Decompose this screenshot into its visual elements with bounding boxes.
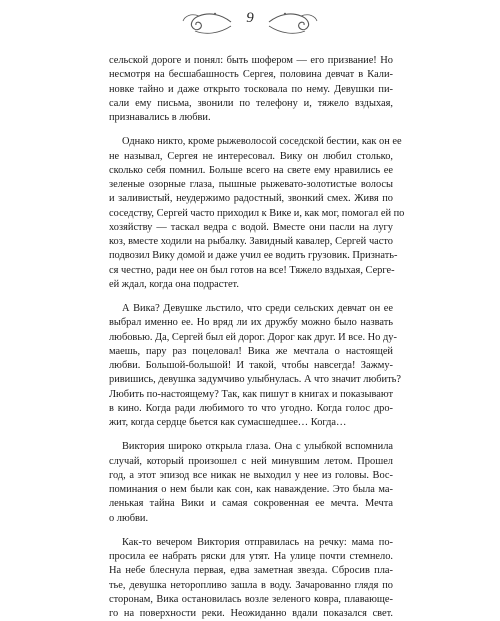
text-line: тье, девушка неторопливо зашла в воду. Зачарованно глядя по [109,579,393,591]
text-line: Как-то вечером Виктория отправилась на речку: мама по- [122,536,393,548]
text-line: просила ее набрать ряски для утят. На улице почти стемнело. [109,551,393,562]
paragraph-5 [109,536,393,621]
text-line: любовью. Да, Сергей был ей дорог. Дорог как друг. И все. Но ду- [109,331,397,343]
text-line: хозяйству — таскал ведра с водой. Вместе они пасли на лугу [109,221,393,233]
text-line: жит, когда сердце бьется как сумасшедшее… Когда… [109,417,347,428]
text-line: ся честно, ради нее он был готов на все! Тяжело вздыхая, Серге- [109,264,395,276]
text-line: о любви. [109,512,149,524]
text-line: сали ему письма, звонили по телефону и, тяжело вздыхая, [109,97,393,109]
text-line: год, а этот эпизод все никак не выходил у нее из головы. Вос- [109,469,393,481]
page-number: 9 [246,10,254,26]
text-line: поминания о нем были как сон, как наваждение. Это была ма- [109,484,393,495]
text-line: ривишись, девушка задумчиво улыбнулась. А что значит любить? [109,374,401,386]
page-header [0,0,500,46]
text-line: А Вика? Девушке льстило, что среди сельских девчат он ее [122,303,393,314]
text-line: несмотря на бесшабашность Сергея, половина девчат в Кали- [109,69,393,81]
text-line: сколько себя помнил. Больше всего на свете ему нравились ее [109,164,393,176]
text-line: На небе блеснула первая, едва заметная звезда. Сбросив пла- [109,565,393,577]
text-line: Любить по-настоящему? Так, как пишут в книгах и показывают [109,388,393,400]
text-line: Однако никто, кроме рыжеволосой соседской бестии, как он ее [122,136,402,148]
text-line: признавались в любви. [109,112,211,123]
text-line: Виктория широко открыла глаза. Она с улыбкой вспомнила [122,441,393,453]
text-line: сторонам, Вика остановилась возле зеленого ковра, плавающе- [109,593,393,605]
body-text [109,54,405,621]
text-line: в кино. Когда ради любимого то что угодно. Когда голос дро- [109,402,393,414]
paragraph-3 [109,302,401,430]
text-line: подвозил Вику домой и даже учил ее водить грузовик. Признать- [109,250,398,262]
text-line: ленькая тайна Вики и самая сокровенная ее мечта. Мечта [109,498,393,510]
text-line: коз, вместе ходили на рыбалку. Завидный кавалер, Сергей часто [109,236,393,247]
text-line: зеленые озорные глаза, пышные рыжевато-золотистые волосы [109,179,393,190]
text-line: случай, который произошел с ней минувшим летом. Прошел [109,455,393,467]
paragraph-4 [109,440,393,526]
text-line: не называл, Сергея не интересовал. Вику он любил столько, [109,150,393,162]
text-line: новке тайно и даже открыто тосковала по нему. Девушки пи- [109,83,393,95]
text-line: выбрал именно ее. Но вряд ли их дружбу можно было назвать [109,317,393,329]
text-line: любви. Большой-большой! И такой, чтобы навсегда! Зажму- [109,360,393,371]
text-line: го на поверхности реки. Неожиданно вдали показался свет. [109,608,393,619]
text-line: ей ждал, когда она подрастет. [109,278,239,290]
text-line: сельской дороге и понял: быть шофером — его призвание! Но [109,55,393,66]
paragraph-1 [109,54,393,125]
text-line: соседству, Сергей часто приходил к Вике и, как мог, помогал ей по [109,207,405,219]
paragraph-2 [109,135,405,292]
text-line: и заливистый, неудержимо радостный, звонкий смех. Живя по [109,193,393,205]
text-line: маешь, пару раз поцеловал! Вика же мечтала о настоящей [109,345,393,357]
